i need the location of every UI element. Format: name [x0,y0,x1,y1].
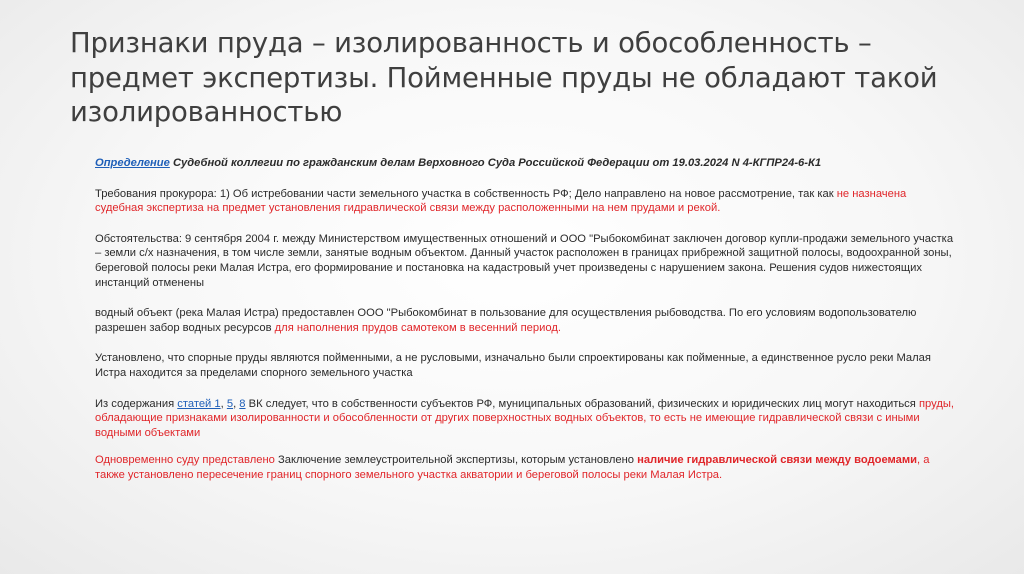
separator-2: , [233,397,240,410]
article-1-link[interactable]: статей 1 [177,397,221,410]
water-code-middle: ВК следует, что в собственности субъектов РФ, муниципальных образований, физических и юридических лиц могут находиться [245,397,919,410]
water-code-prefix: Из содержания [95,397,178,410]
court-reference-link[interactable]: Определение [95,157,170,169]
expertise-red-tail: , а также установлено пересечение границ спорного земельного участка акватории и береговой полосы реки Малая Истра. [95,454,930,481]
expertise-red-lead: Одновременно суду представлено [95,454,275,467]
prosecutor-paragraph [95,187,957,216]
article-8-link[interactable]: 8 [239,397,246,410]
water-code-paragraph [95,397,957,441]
slide-content [95,156,957,483]
separator-1: , [220,397,227,410]
water-object-red-text: для наполнения прудов самотеком в весенний период. [274,321,561,334]
established-paragraph: Установлено, что спорные пруды являются пойменными, а не русловыми, изначально были спроектированы как пойменные, а единственное русло реки Малая Истра находится за пределами спорного земельного участка [95,352,931,379]
water-object-text: водный объект (река Малая Истра) предоставлен ООО "Рыбокомбинат в пользование для осуществления рыбоводства. По его условиям водопользователю разрешен забор водных ресурсов [95,307,917,334]
expertise-paragraph [95,453,957,482]
article-5-link[interactable]: 5 [226,397,234,410]
court-reference-text: Судебной коллегии по гражданским делам Верховного Суда Российской Федерации от 19.03.2024 N 4-КГПР24-6-К1 [169,157,822,169]
slide-title: Признаки пруда – изолированность и обособленность – предмет экспертизы. Пойменные пруды не обладают такой изолированностью [70,27,938,128]
circumstances-paragraph: Обстоятельства: 9 сентября 2004 г. между Министерством имущественных отношений и ООО "Рыбокомбинат заключен договор купли-продажи земельного участка – земли с/х назначения, в том числе земли, занятые водным объектом. Данный участок расположен в границах прибрежной защитной полосы, водоохранной зоны, береговой полосы реки Малая Истра, его формирование и постановка на кадастровый учет произведены с нарушением закона. Решения судов нижестоящих инстанций отменены [95,232,954,289]
prosecutor-red-text: не назначена судебная экспертиза на предмет установления гидравлической связи между расположенными на нем прудами и рекой. [95,187,907,215]
prosecutor-text: Требования прокурора: 1) Об истребовании части земельного участка в собственность РФ; Дело направлено на новое рассмотрение, так как [95,187,837,200]
water-object-paragraph [95,306,957,335]
water-code-red-text: пруды, обладающие признаками изолированности и обособленности от других поверхностных водных объектов, то есть не имеющие гидравлической связи с иными водными объектами [95,397,955,439]
court-reference [95,156,957,171]
expertise-text: Заключение землеустроительной экспертизы, которым установлено [274,454,638,467]
expertise-bold-red: наличие гидравлической связи между водоемами [637,454,918,467]
